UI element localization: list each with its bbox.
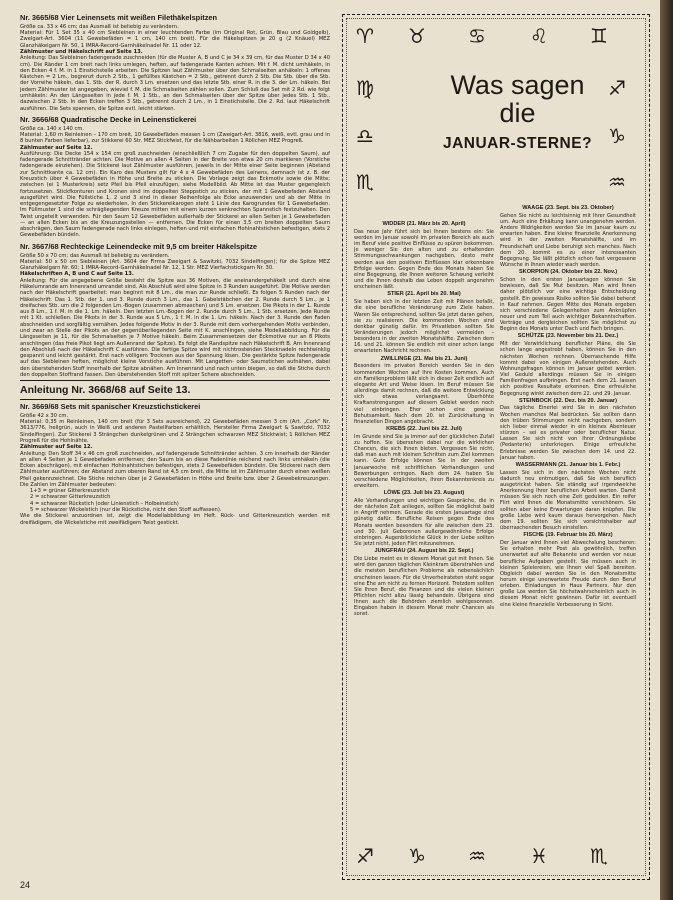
sign-heading: STEINBOCK (22. Dez. bis 20. Januar)	[519, 397, 617, 404]
section-material: Material: Für 1 Set 35 x 40 cm Siebleinen in einer leuchtenden Farbe (im Original Rot, Grün, Blau und Goldgelb), Zwelgart-Art. 3604 (11 Gewebefäden = 1 cm, 140 cm breit). Für die Häkelspitzen je 20 g (2 Knäuel) MEZ Glanzhäkelgarn Nr. 50, 1 IMRA-Record-Garnhäkelnadel Nr. 11 oder 12.	[20, 30, 330, 49]
sagittarius-icon: ♐	[608, 76, 626, 100]
section-instructions: Anleitung: Das Siebleinen fadengerade zuschneiden (für die Muster A, B und C je 34 x 39 cm, für das Muster D 34 x 40 cm). Die Ränder 1 cm breit nach links umlegen, heften, auf fadengerade Kanten achten. Mit f. M. dicht umhäkeln, in den Ecken 4 f. M. in 1 Einstichstelle arbeiten. Die Spitzen laut Zählmuster über den Schmalseiten anhäkeln: 1 offenes Kästchen = 2 Lm., begrenzt durch 2 Stb., 1 gefülltes Kästchen = 2 Stb., getrennt durch 2 Stb. Die Stb. über die Stb. der Vorreihe häkeln, das 1. Stb. der R. durch 3 Lm. ersetzen und das letzte Stb. einer R. in die 3. der Lm. häkeln. Bei jedem Zählmuster ist angegeben, wieviel f. M. die Schmalseiten zählen sollen. Zum Schluß das Set mit 2 Rd. wie folgt umhäkeln: An den Längsseiten in jede f. M. 1 Stb., an den Schmalseiten über der Spitze über jedes Stb. 1 Stb., dazwischen 2 Stb. In den Ecken treffen 3 Stb., getrennt durch 2 Lm., in 1 Einstichstelle. Die 2. Rd. laut Häkelschrift ausführen. Die Sets spannen, die Spitze evtl. leicht stärken.	[20, 55, 330, 112]
section-material: Material: 0,35 m Reinleinen, 140 cm breit (für 3 Sets ausreichend), 22 Gewebefäden messen 3 cm (Art. „Cork" Nr. 3613/776, hellgrün, auch in Weiß und anderen Pastellfarben erhältlich, Hersteller Firma Zweigart & Sawitzki, 7032 Sindelfingen). Zur Stickerei 3 Strängchen dunkelgrünen und 2 Strängchen schwarzen MEZ Sticktwist; 1 Röllchen MEZ Progreß für die Hohlnähte.	[20, 419, 330, 444]
sign-text: Lassen Sie sich in den nächsten Wochen nicht dadurch neu entmutigen, daß Sie sich beruflich ausgetrickst haben. Sie ständig auf irgendwelche Anerkennung Ihrer beruflichen Arbeit warten. Damit müssen Sie sich noch eine Zeit gedulden. Ein reifer Flirt wird Ihnen die Monatsmitte verschönern. Sie sollten aber keine Erwartungen daran knüpfen. Die große Liebe wird kaum daraus hervorgehen. Nach dem 19. sollten Sie sich vorsichtshalber auf überraschenden Besuch einstellen.	[500, 469, 636, 532]
sign-heading: FISCHE (19. Februar bis 20. März)	[523, 532, 613, 539]
scorpio-icon: ♏	[590, 844, 608, 868]
section-instructions: Ausführung: Die Decke 154 x 154 cm groß zuschneiden (einschließlich 7 cm Zugabe für den doppelten Saum), auf fadengerade Schnittränder achten. Die Motive an allen 4 Seiten in der Breite von etwa 20 cm markieren (Vorstiche fadengerade einziehen). Die Stickerei laut Zählmuster ausführen, jeweils in der Mitte einer Seite beginnen (Abstand zur Schnittkante ca. 12 cm). Ein Karo des Musters gilt für 4 x 4 Gewebefäden des Leinens, demnach ist z. B. der Kreuzstich über 4 Gewebefäden in Höhe und Breite zu sticken. Die Vorlage zeigt das Eckmotiv sowie die Mitte; zwischen (ei 1 Musterkreis) setz Pfeil bis Pfeil einzufügen, siehe Modellbild. Ab Mitte ist das Muster gegengleich fortzusetzen. Stickfkonturen und Kronen sind im doppelten Steppstich zu sticken, der mit 1 Gewebefaden Abstand ausgeführt wird. Die Füllstiche 1, 2 und 3 sind in dieser Reihenfolge als Ecke anzuwenden und ab der Mitte in entgegengesetzter Folge zu wiederholen. In den Stickereikarogen steht 1 Linie des Karogrundes für 1 Gewebefaden. Im Füllmuster 1 sind die schrägliegenden Kreuze mitten mit einem kurzen senkrechten Spannstich festzuhalten. Den Twist ungeteilt verwenden. Für den Saum 12 Gewebefäden außerhalb der Stickerei an allen Seiten je 1 Gewebefaden — an allen Ecken bis an die Kreuzungsstellen — entfernen. Die Ecken für einen 3,5 cm breiten doppelten Saum abschrägen, den Saum fadengerade nach links einlegen, heften und mit einfachen Hohlnahtstichen befestigen, stets 2 Gewebefäden bündeln.	[20, 150, 330, 239]
sign-text: Besonders im privaten Bereich werden Sie in den kommenden Wochen auf Ihre Kosten kommen. Auch ein Familienproblem läßt sich in dieser Zeit endlich auf elegante Art und Weise lösen. Im Beruf müssen Sie allerdings damit rechnen, daß die weitere Entwicklung sich etwas verlangsamt. Überhöhte Kraftanstrengungen auf diesem Gebiet werden noch viel einbringen. Eher schon eine gewisse Behutsamkeit. Nach dem 20. ist Zurückhaltung in finanziellen Dingen angebracht.	[354, 363, 494, 425]
sign-heading: SKORPION (24. Oktober bis 22. Nov.)	[518, 269, 618, 276]
virgo-icon: ♍	[356, 76, 374, 100]
section-chart-ref: Zählmuster auf Seite 12.	[20, 444, 93, 451]
sign-heading: STIER (21. April bis 20. Mai)	[387, 291, 461, 298]
section-chart-ref: Häkelschriften A, B und C auf Seite 13.	[20, 271, 134, 278]
sign-heading: JUNGFRAU (24. August bis 22. Sept.)	[374, 548, 474, 555]
sign-heading: WIDDER (21. März bis 20. April)	[382, 221, 466, 227]
taurus-icon: ♉	[408, 24, 426, 48]
page-number: 24	[20, 880, 31, 890]
section-instructions: Anleitung: Den Stoff 34 x 46 cm groß zuschneiden, auf fadengerade Schnittränder achten. 3 cm innerhalb der Ränder an allen 4 Seiten je 1 Gewebefaden entfernen; den Saum bis an diese Fadenlinie reichend nach links umhäkeln (die Ecken abschrägen), mit einfachen Hohlnahtstichen befestigen, stets 2 Gewebefäden bündeln. Die Stickerei nach dem Zählmuster ausführen; der Abstand zum oberen Rand ist 4,5 cm breit, die Mitte ist im Zählmuster durch einen weißen Pfeil gekennzeichnet. Die Stiche reichen über je 2 Gewebefäden in Höhe und Breite bzw. über 2 Gewebekreuzungen. Die Zahlen im Zählmuster bedeuten:	[20, 450, 330, 488]
libra-icon: ♎	[356, 124, 374, 148]
section-instructions: Anleitung: Für die angegebene Größe besteht die Spitze aus 36 Motiven, die aneinandergehäkelt und durch eine Häkelumrande am Innenrand umrandet sind. Als Abschluß wird eine Spitze in 3 Runden ausgeführt. Die Motive werden nach der Häkelschrift gearbeitet: man beginnt mit 8 Lm., die man zur Runde schließt. Es folgen 5 Runden nach der Häkelschrift. Das 1. Stb. der 1. und 3. Runde durch 3 Lm., das 1. Gabelstäbchen der 2. Runde durch 5 Lm., je 1 dreifaches Stb. um die 2 folgenden Lm.-Bogen (zusammen abmaschen) und 5 Lm. ersetzen. Die Pikots in der 1. Runde aus 8 Lm., 1 f. M. in die 1. Lm. häkeln. Den letzten Lm.-Bogen der 2. Runde durch 5 Lm., 1 Stb. ersetzen. Jede Runde mit 1 Kt. schließen. Die Pikots in der 3. Runde aus 5 Lm., 1 f. M. in die 1. Lm. häkeln. Nach der 3. Runde den Faden abschneiden und sorgfältig vernähen. Jedes folgende Motiv in der 3. Runde mit dem vorhergehenden Motiv verbinden, und zwar an Stelle der Pikots an der gegenüberliegenden Seite mit K. anschlingen, siehe Modellabbildung. Für die Längsseiten je 11, für die Schmalseiten je 7 Motive häkeln. Beim Zusammensetzen der Eckmotive nur an 8 Pikots anschlingen (das freie Pikot liegt am Außenrand der Spitze). Es folgt die Randspitze nach Häkelschrift B. Am Innenrand den Abschluß nach der Häkelschrift C ausführen. Die fertige Spitze wird mit nichtrostenden Stecknadeln rechtwinklig gespannt und leicht gestärkt. Erst nach völligem Trocknen aus der Spannung lösen. Die gestärkte Spitze fadengerade auf das Siebleinen heften, möglichst kleine Vorstiche ausführen. Mit Langetten- oder Saumstichen aufnähen, dabei den überstehenden Stoff innerhalb der Spitze abnähen. Am Innenrand und nach unten biegen, so daß die Stiche durch den doppelten Stoffrand fassen. Den überstehenden Stoff mit spitzer Schere abschneiden.	[20, 277, 330, 378]
sign-text: Das neue Jahr führt sich bei Ihnen bestens ein: Sie werden im Januar sowohl im privaten Bereich als auch im Beruf viele positive Einflüsse zu spüren bekommen. Je weniger Sie den alten und zu erhaltenden Stimmungsschwankungen nachgeben, desto mehr werden aus den positiven Einflüssen klar erkennbare Erfolge werden. Gegen Ende des Monats haben Sie eine Begegnung, die Ihnen weiteren Schwung verleiht und die Ihnen deshalb das Leben doppelt angenehm erscheinen läßt.	[354, 228, 494, 291]
sign-text: Mit der Verwirklichung beruflicher Pläne, die Sie schon lange angestrebt haben, können Sie in den nächsten Wochen rechnen. Überraschende Hilfe kommt dabei von einigen Außenstehenden. Auch Wohnungsfragen können im Januar gelöst werden. Viel Geduld allerdings müssen Sie in einigen Familienfragen aufbringen. Erst nach dem 21. lassen sich positive Resultate erkennen. Eine erfreuliche Begegnung winkt zwischen dem 22. und 29. Januar.	[500, 341, 636, 397]
instructions-column	[20, 14, 330, 874]
sign-text: Die Liebe meint es in diesem Monat gut mit Ihnen. Sie wird den ganzen täglichen Kleinkram überstrahlen und die meisten beruflichen Probleme als nebensächlich erscheinen lassen. Für die Unverheirateten steht sogar eine Ehe am nicht zu fernen Horizont. Trotzdem sollten Sie Ihren Beruf, die Finanzen und die vielen kleinen Pflichten nicht allzu lässig behandeln. Übrigens sind Ihnen auch die Behörden ziemlich wohlgesonnen. Eingaben haben in diesem Monat mehr Chancen als sonst.	[354, 556, 494, 618]
sagittarius-icon: ♐	[356, 844, 374, 868]
section-size: Größe 42 x 30 cm.	[20, 412, 69, 419]
horoscope-title: Was sagen die	[450, 70, 585, 128]
gemini-icon: ♊	[590, 24, 608, 48]
leo-icon: ♌	[530, 24, 548, 48]
sign-text: Schon in den ersten Januartagen können Sie bewiesen, daß Sie Mut besitzen. Man wird Ihnen daher plötzlich vor eine wichtige Entscheidung gestellt. Ein gewisses Risiko sollten Sie dabei beherzt in Kauf nehmen. Gegen Mitte des Monats ergeben sich verschiedene Gelegenheiten zum Anknüpfen neuer und zum Teil auch wichtiger Bekanntschaften. Verträge und dergleichen sollten Sie möglichst zu Beginn des Monats unter Dach und Fach bringen.	[500, 277, 636, 333]
legend-line: 5 = schwarzer Wickelstich (nur die Rückstiche, nicht den Stoff auffassen).	[30, 507, 222, 514]
signs-column-left	[354, 220, 494, 838]
aquarius-icon: ♒	[468, 844, 486, 868]
sign-text: Der Januar wird Ihnen viel Abwechslung bescheren: Sie erhalten mehr Post als gewöhnlich, treffen unerwartet auf alte Bekannte und werden vor neue berufliche Aufgaben gestellt. Sie müssen auch in kleinen Spielereien, wie Ihnen viel Spaß bereiten. Obgleich dabei werden Sie in den Monatsmitte herum einige unerwartete Freude durch den Beruf erleben. Einladungen in Haus Partners. Nur den große Los werden Sie höchstwahrscheinlich auch in diesem Monat nicht gewinnen. Dafür ist eventuell eine kleine finanzielle Verbesserung in Sicht.	[500, 540, 636, 608]
sign-heading: LÖWE (23. Juli bis 23. August)	[383, 490, 465, 497]
signs-column-right	[500, 204, 636, 838]
section-size: Größe ca. 140 x 140 cm.	[20, 125, 85, 132]
scorpio-icon: ♏	[356, 170, 374, 194]
section-size: Größe ca. 33 x 46 cm; das Ausmaß ist beliebig zu verändern.	[20, 23, 179, 30]
section-title: Nr. 3667/68 Rechteckige Leinendecke mit 9,5 cm breiter Häkelspitze	[20, 241, 258, 251]
sign-heading: ZWILLINGE (21. Mai bis 21. Juni)	[380, 355, 468, 362]
section-chart-ref: Zählmuster und Häkelschrift auf Seite 13.	[20, 49, 143, 55]
sign-text: Sie haben sich in der letzten Zeit mit Plänen befaßt, die eine berufliche Veränderung zum Ziele haben. Waren Sie entsprechend, sollten Sie jetzt daran gehen, sie zu realisieren. Die kommenden Wochen sind denkbar günstig dafür. Im Privatleben sollten Sie Veränderungen jedoch möglichst vermeiden – besonders in der zweiten Monatshälfte. Zwischen dem 16. und 21. können Sie endlich mit einer schon lange erwarteten Nachricht rechnen.	[354, 299, 494, 355]
section-material: Material: 50 x 50 cm Siebleinen (Art. 3604 der Firma Zweigart & Sawitzki, 7032 Sindelfingen); für die Spitze MEZ Glanzhäkelgarn Nr. 60; 1 IMRA-Record-Garnhäkelnadel Nr. 12, 1 Str. MEZ Vierfachstickgarn Nr. 30.	[20, 258, 330, 272]
aquarius-icon: ♒	[608, 170, 626, 194]
legend-line: 1+3 = grüner Gitterkreuzstich	[30, 488, 109, 495]
aries-icon: ♈	[356, 24, 374, 48]
pisces-icon: ♓	[530, 844, 548, 868]
legend-line: 2 = schwarzer Gitterkreuzstich	[30, 494, 111, 501]
sign-text: Im Grunde sind Sie ja immer auf der glücklichen Zufall zu hoffen. Sie übersehen dabei nur die wirklichen Chancen, die sich Ihnen bieten. Vergessen Sie nicht, daß man auch mit kleinen Schritten zum Ziel kommen kann. Gute Erfolge können Sie in der zweiten Januarwoche mit schriftlichen Verhandlungen und Bewerbungen erringen. Nach dem 24. haben Sie verschiedene Möglichkeiten, Ihren Bekanntenkreis zu erweitern.	[354, 433, 494, 490]
divider	[20, 380, 330, 381]
sign-text: Gehen Sie nicht zu leichtsinnig mit Ihrer Gesundheit um. Auch eine Erkältung kann unangenehm werden. Andere Widrigkeiten werden Sie im Januar kaum zu erwarten haben. Eine kleine finanzielle Anerkennung wird in der zweiten Monatshälfte, und im Freundschaft und Liebe beruhigt sich manches. Nach dem 20. kommt es zu einer interessanten Begegnung. Sie läßt plötzlich schon fast vergessene Wünsche in Ihnen wieder wach werden.	[500, 212, 636, 269]
section-title: Nr. 3669/68 Sets mit spanischer Kreuzstichstickerei	[20, 401, 201, 411]
section-chart-ref: Zählmuster auf Seite 12.	[20, 144, 93, 151]
section-title: Nr. 3666/68 Quadratische Decke in Leinenstickerei	[20, 114, 197, 124]
capricorn-icon: ♑	[408, 844, 426, 868]
section-instructions: Wie die Stickerei anzuordnen ist, zeigt die Modellabbildung im Heft. Rück- und Gitterkreuzstich werden mit dreifädigem, die Wickelstiche mit zweifädigem Twist gestickt.	[20, 513, 330, 526]
capricorn-icon: ♑	[608, 124, 626, 148]
book-spine	[660, 0, 673, 900]
divider	[20, 399, 330, 400]
cancer-icon: ♋	[468, 24, 486, 48]
section-title: Nr. 3665/68 Vier Leinensets mit weißen Filethäkelspitzen	[20, 14, 218, 22]
sign-heading: WAAGE (23. Sept. bis 23. Oktober)	[522, 205, 614, 211]
legend-line: 4 = schwarzer Rückstich (oder Linienstich – Holbeinstich)	[30, 500, 179, 507]
sign-heading: WASSERMANN (21. Januar bis 1. Febr.)	[515, 461, 621, 468]
section-size: Größe 50 x 70 cm; das Ausmaß ist beliebig zu verändern.	[20, 252, 170, 259]
horoscope-title-block	[440, 72, 595, 206]
section-material: Material: 1,60 m Reinleinen – 170 cm breit, 10 Gewebefäden messen 1 cm (Zweigart-Art. 3816, weiß, evtl. grau und in 8 bunten Farben lieferbar), zur Stikkerei 60 Str. MEZ Stickfwist, für die Nähbarbelten 1 Röllchen MEZ Progreß.	[20, 131, 330, 145]
horoscope-panel	[342, 14, 652, 882]
sign-heading: SCHÜTZE (23. November bis 21. Dez.)	[517, 333, 619, 340]
reference-heading: Anleitung Nr. 3668/68 auf Seite 13.	[20, 384, 191, 397]
sign-text: Alle Verhandlungen und wichtigen Gespräche, die in der nächsten Zeit anliegen, sollten Sie möglichst bald in Angriff nehmen. Gerade die ersten Januartage sind günstig dafür. Berufliche Reisen gegen Ende des Monats werden besonders für alle zwischen dem 23. und 30. Juli Geborenen außergewöhnliche Erfolge einbringen. Augenblickliche Glück in der Liebe sollten Sie jetzt nicht, jeden Flirt mitzunehmen.	[354, 498, 494, 548]
sign-heading: KREBS (22. Juni bis 22. Juli)	[386, 425, 462, 432]
sign-text: Das tägliche Einerlei wird Sie in den nächsten Wochen manches Mal bedrücken. Sie sollten dann den trüben Stimmungen nicht nachgeben, sondern sich lieber einmal wieder in ein kleines Abenteuer stürzen – sei es privater oder beruflicher Natur. Lassen Sie sich nicht von Ihrer Ordnungsliebe (Pedanterie) unterkriegen. Einige erfreuliche Erlebnisse werden Sie zwischen dem 14. und 22. Januar haben.	[500, 405, 636, 461]
horoscope-subtitle: JANUAR-STERNE?	[442, 134, 593, 152]
